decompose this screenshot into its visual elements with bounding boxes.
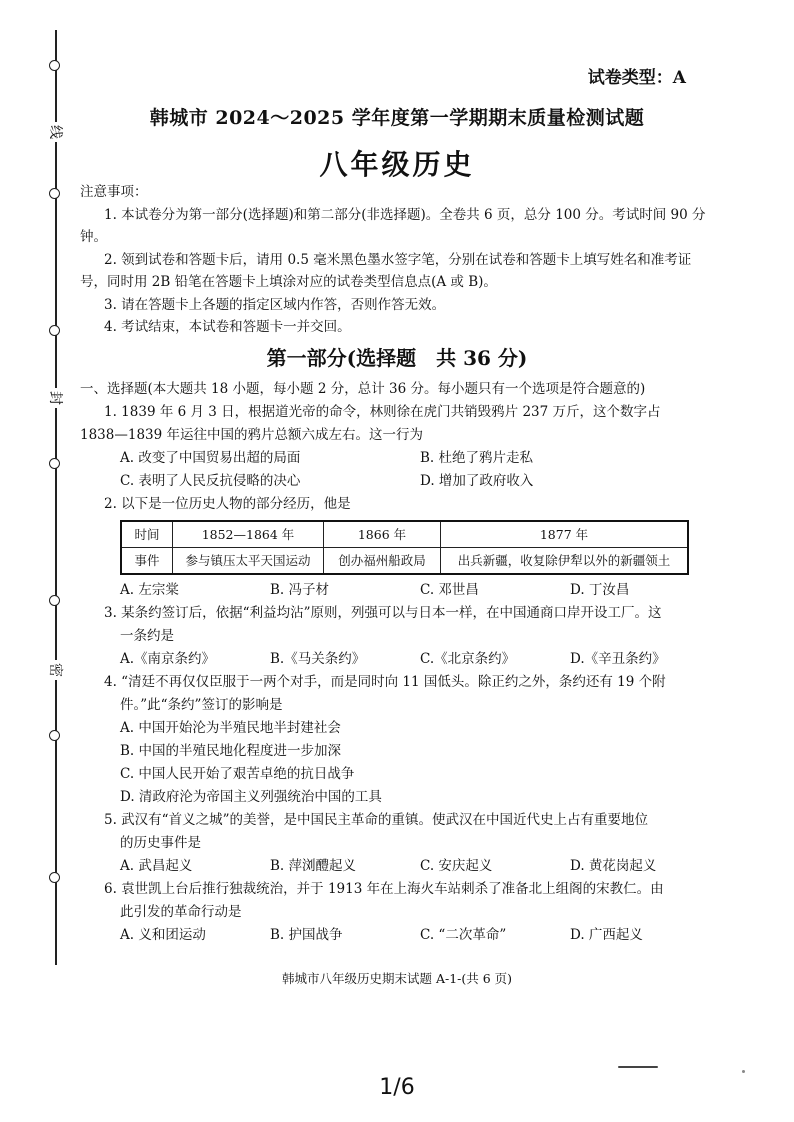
option-row [80,447,720,470]
question-stem-cont: 的历史事件是 [120,835,201,851]
note-item: 4. 考试结束，本试卷和答题卡一并交回。 [104,319,351,335]
option-d: D. 丁汝昌 [570,582,630,598]
question-stem-cont: 件。”此“条约”签订的影响是 [120,697,283,713]
binding-mark-seal: 封 [45,388,65,408]
option-row [80,924,720,947]
table-cell: 参与镇压太平天国运动 [173,548,324,575]
section-heading: 一、选择题(本大题共 18 小题，每小题 2 分，总计 36 分。每小题只有一个选项是符合题意的) [80,381,646,397]
subject-title: 八年级历史 [319,148,475,181]
option-a: A.《南京条约》 [120,651,216,667]
table-cell: 创办福州船政局 [324,548,441,575]
option-row [80,470,720,493]
note-item: 2. 领到试卷和答题卡后，请用 0.5 毫米黑色墨水签字笔，分别在试卷和答题卡上填写姓名和准考证号，同时用 2B 铅笔在答题卡上填涂对应的试卷类型信息点(A 或 B)。 [80,251,692,290]
binding-hole [49,188,60,199]
page-footer: 韩城市八年级历史期末试题 A-1-(共 6 页) [281,971,513,986]
option-row [80,855,720,878]
option-row [80,648,720,671]
option-c: C.《北京条约》 [420,651,516,667]
table-cell: 时间 [121,521,173,548]
option-c: C. 表明了人民反抗侵略的决心 [120,473,301,489]
note-item: 1. 本试卷分为第一部分(选择题)和第二部分(非选择题)。全卷共 6 页，总分 100 分。考试时间 90 分钟。 [80,206,706,245]
table-cell: 1877 年 [441,521,689,548]
table-row [121,548,688,575]
binding-hole [49,60,60,71]
option-d: D. 清政府沦为帝国主义列强统治中国的工具 [120,789,382,805]
question-stem: 1. 1839 年 6 月 3 日，根据道光帝的命令，林则徐在虎门共销毁鸦片 237 万斤，这个数字占 [104,404,661,420]
question-stem: 5. 武汉有“首义之城”的美誉，是中国民主革命的重镇。使武汉在中国近代史上占有重要地位 [104,812,648,828]
option-c: C. 邓世昌 [420,582,479,598]
binding-hole [49,595,60,606]
binding-hole [49,458,60,469]
biography-table [120,520,689,575]
option-d: D. 增加了政府收入 [420,473,534,489]
question-stem-cont: 1838—1839 年运往中国的鸦片总额六成左右。这一行为 [80,427,424,443]
question-stem-cont: 一条约是 [120,628,174,644]
table-cell: 事件 [121,548,173,575]
table-cell: 出兵新疆，收复除伊犁以外的新疆领土 [441,548,689,575]
table-cell: 1852—1864 年 [173,521,324,548]
option-d: D. 广西起义 [570,927,643,943]
option-b: B.《马关条约》 [270,651,366,667]
option-c: C. 安庆起义 [420,858,493,874]
option-b: B. 萍浏醴起义 [270,858,357,874]
option-b: B. 杜绝了鸦片走私 [420,450,534,466]
scan-dot [742,1070,745,1073]
question-stem-cont: 此引发的革命行动是 [120,904,242,920]
scan-mark [618,1066,658,1068]
binding-hole [49,730,60,741]
part-one-title: 第一部分(选择题 共 36 分) [266,346,528,370]
binding-mark-line: 线 [45,122,65,142]
question-list [80,378,720,947]
exam-notes [80,181,715,339]
exam-title: 韩城市 2024～2025 学年度第一学期期末质量检测试题 [149,107,645,129]
table-row [121,521,688,548]
option-a: A. 武昌起义 [120,858,193,874]
question-stem: 6. 袁世凯上台后推行独裁统治，并于 1913 年在上海火车站刺杀了准备北上组阁的宋教仁。由 [104,881,664,897]
option-d: D. 黄花岗起义 [570,858,657,874]
option-a: A. 改变了中国贸易出超的局面 [120,450,301,466]
question-stem: 3. 某条约签订后，依据“利益均沾”原则，列强可以与日本一样，在中国通商口岸开设工厂。这 [104,605,662,621]
question-stem: 2. 以下是一位历史人物的部分经历，他是 [104,496,351,512]
question-stem: 4. “清廷不再仅仅臣服于一两个对手，而是同时向 11 国低头。除正约之外，条约还有 19 个附 [104,674,666,690]
option-a: A. 中国开始沦为半殖民地半封建社会 [120,720,341,736]
notes-heading: 注意事项： [80,184,148,200]
table-cell: 1866 年 [324,521,441,548]
option-c: C. “二次革命” [420,927,507,943]
option-a: A. 义和团运动 [120,927,206,943]
binding-hole [49,325,60,336]
binding-mark-secret: 密 [45,660,65,680]
option-b: B. 护国战争 [270,927,343,943]
option-b: B. 中国的半殖民地化程度进一步加深 [120,743,342,759]
option-row [80,579,720,602]
option-c: C. 中国人民开始了艰苦卓绝的抗日战争 [120,766,355,782]
option-a: A. 左宗棠 [120,582,179,598]
note-item: 3. 请在答题卡上各题的指定区域内作答，否则作答无效。 [104,296,446,313]
binding-hole [49,872,60,883]
option-d: D.《辛丑条约》 [570,651,666,667]
option-b: B. 冯子材 [270,582,330,598]
paper-type: 试卷类型：A [587,68,686,88]
page-number: 1/6 [379,1075,415,1100]
